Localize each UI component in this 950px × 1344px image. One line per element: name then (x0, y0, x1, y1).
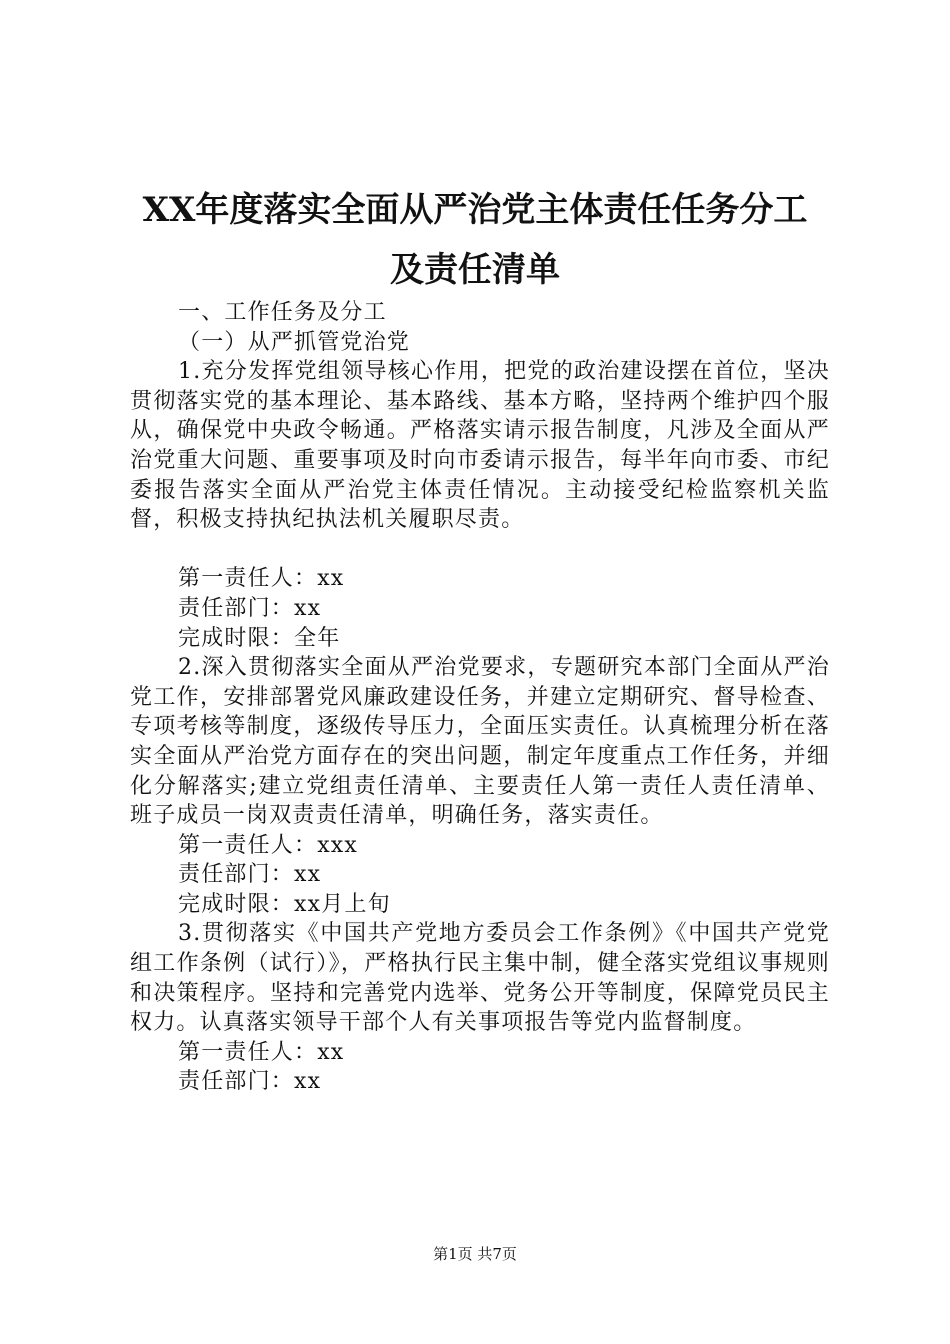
section-heading: 一、工作任务及分工 (178, 300, 387, 325)
task-item-2-department: 责任部门：xx (178, 862, 322, 888)
task-item-1-responsible: 第一责任人：xx (178, 566, 345, 592)
task-item-1-deadline: 完成时限：全年 (178, 625, 341, 651)
document-body (130, 298, 830, 1097)
task-item-2-text: 2.深入贯彻落实全面从严治党要求，专题研究本部门全面从严治党工作，安排部署党风廉政建设任务，并建立定期研究、督导检查、专项考核等制度，逐级传导压力，全面压实责任。认真梳理分析在落实全面从严治党方面存在的突出问题，制定年度重点工作任务，并细化分解落实;建立党组责任清单、主要责任人第一责任人责任清单、班子成员一岗双责责任清单，明确任务，落实责任。 (130, 655, 830, 829)
document-title-line-1: XX年度落实全面从严治党主体责任任务分工 (142, 190, 808, 230)
task-item-3-department: 责任部门：xx (178, 1069, 322, 1095)
task-item-2-deadline: 完成时限：xx月上旬 (178, 891, 391, 917)
document-title-line-2: 及责任清单 (390, 250, 560, 290)
task-item-1-text: 1.充分发挥党组领导核心作用，把党的政治建设摆在首位，坚决贯彻落实党的基本理论、基本路线、基本方略，坚持两个维护四个服从，确保党中央政令畅通。严格落实请示报告制度，凡涉及全面从严治党重大问题、重要事项及时向市委请示报告，每半年向市委、市纪委报告落实全面从严治党主体责任情况。主动接受纪检监察机关监督，积极支持执纪执法机关履职尽责。 (130, 359, 830, 533)
task-item-1-department: 责任部门：xx (178, 595, 322, 621)
subsection-heading: （一）从严抓管党治党 (178, 329, 411, 355)
task-item-3-responsible: 第一责任人：xx (178, 1039, 345, 1065)
page-footer: 第1页 共7页 (433, 1245, 517, 1263)
task-item-3-text: 3.贯彻落实《中国共产党地方委员会工作条例》《中国共产党党组工作条例（试行）》，严格执行民主集中制，健全落实党组议事规则和决策程序。坚持和完善党内选举、党务公开等制度，保障党员民主权力。认真落实领导干部个人有关事项报告等党内监督制度。 (130, 921, 830, 1036)
paragraph-gap (130, 535, 830, 565)
task-item-2-responsible: 第一责任人：xxx (178, 832, 359, 858)
